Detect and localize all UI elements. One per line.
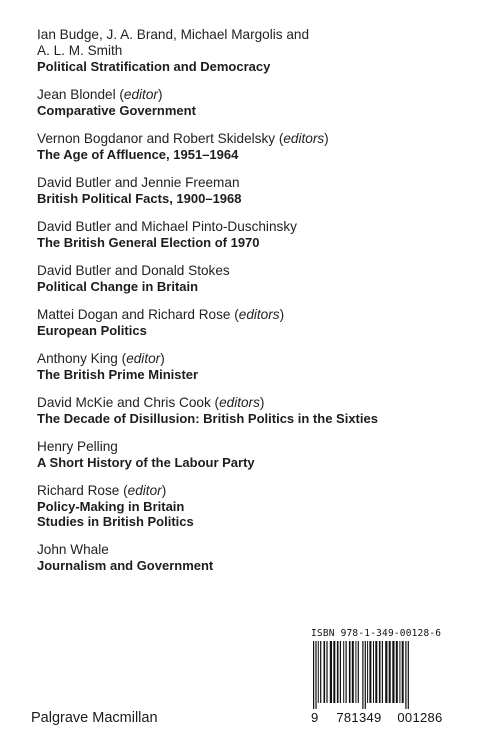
- barcode-group-1: 781349: [336, 710, 382, 725]
- barcode-bar: [405, 641, 406, 709]
- barcode-bar: [396, 641, 398, 703]
- barcode-lead-digit: 9: [311, 710, 319, 725]
- isbn-barcode: [311, 628, 451, 725]
- barcode-bar: [324, 641, 326, 703]
- barcode-bar: [352, 641, 354, 703]
- barcode-bar: [337, 641, 339, 703]
- book-title: Studies in British Politics: [37, 514, 194, 529]
- barcode-bar: [358, 641, 359, 703]
- barcode-bar: [340, 641, 341, 703]
- book-authors: [37, 27, 477, 43]
- book-title: The British General Election of 1970: [37, 235, 260, 250]
- barcode-bar: [385, 641, 387, 703]
- barcode-digits: [311, 710, 451, 725]
- barcode-bar: [343, 641, 344, 703]
- barcode-bar: [355, 641, 356, 703]
- book-authors: [37, 439, 477, 455]
- book-title: Comparative Government: [37, 103, 196, 118]
- barcode-bar: [379, 641, 381, 703]
- author-role: editor: [127, 483, 162, 498]
- book-authors: Jean Blondel (editor): [37, 87, 163, 102]
- author-role: editor: [126, 351, 161, 366]
- barcode-bar: [402, 641, 404, 703]
- book-title: Policy-Making in Britain: [37, 499, 185, 514]
- book-title: The Decade of Disillusion: British Politics in the Sixties: [37, 411, 378, 426]
- book-title: Political Stratification and Democracy: [37, 59, 271, 74]
- book-entry: [37, 439, 477, 470]
- book-entry: [37, 87, 477, 118]
- author-role: editors: [283, 131, 325, 146]
- book-authors: [37, 219, 477, 235]
- barcode-bar: [362, 641, 363, 709]
- author-role: editors: [238, 307, 280, 322]
- book-entry: [37, 27, 477, 74]
- barcode-bar: [408, 641, 409, 709]
- author-names: David McKie and Chris Cook: [37, 395, 211, 410]
- isbn-label: ISBN 978-1-349-00128-6: [311, 628, 442, 639]
- book-authors: [37, 263, 477, 279]
- book-entry: [37, 351, 477, 382]
- barcode-bar: [373, 641, 374, 703]
- barcode-bar: [346, 641, 347, 703]
- author-role: editor: [123, 87, 158, 102]
- author-names: John Whale: [37, 542, 109, 557]
- book-authors: [37, 542, 477, 558]
- barcode-bar: [382, 641, 383, 703]
- barcode-bar: [326, 641, 327, 703]
- barcode-bar: [389, 641, 391, 703]
- barcode-bar: [318, 641, 319, 703]
- barcode-group-2: 001286: [397, 710, 443, 725]
- author-names: David Butler and Michael Pinto-Duschinsky: [37, 219, 297, 234]
- barcode-bar: [375, 641, 377, 703]
- book-entry: [37, 175, 477, 206]
- book-authors: Mattei Dogan and Richard Rose (editors): [37, 307, 285, 322]
- book-entry: [37, 131, 477, 162]
- author-names: Richard Rose: [37, 483, 120, 498]
- barcode-bar: [365, 641, 366, 709]
- barcode-bar: [315, 641, 316, 709]
- barcode-bar: [399, 641, 400, 703]
- author-names: Ian Budge, J. A. Brand, Michael Margolis and: [37, 27, 310, 42]
- barcode-bar: [320, 641, 321, 703]
- book-authors-continued: A. L. M. Smith: [37, 43, 123, 58]
- book-title: The British Prime Minister: [37, 367, 199, 382]
- barcode-bar: [313, 641, 314, 709]
- book-entry: [37, 263, 477, 294]
- author-names: David Butler and Donald Stokes: [37, 263, 230, 278]
- barcode-bar: [367, 641, 368, 703]
- author-names: Henry Pelling: [37, 439, 118, 454]
- book-entry: [37, 542, 477, 573]
- barcode-bar: [369, 641, 371, 703]
- book-title: Political Change in Britain: [37, 279, 199, 294]
- barcode-bar: [349, 641, 351, 703]
- book-entry: [37, 307, 477, 338]
- author-names: David Butler and Jennie Freeman: [37, 175, 240, 190]
- barcode-bar: [333, 641, 335, 703]
- author-names: Jean Blondel: [37, 87, 116, 102]
- barcode-bar: [392, 641, 394, 703]
- book-entry: [37, 395, 477, 426]
- book-entry: [37, 483, 477, 529]
- book-title: European Politics: [37, 323, 147, 338]
- author-names: Vernon Bogdanor and Robert Skidelsky: [37, 131, 276, 146]
- publisher-name: Palgrave Macmillan: [31, 710, 158, 726]
- title-list: [37, 27, 477, 586]
- author-names: Anthony King: [37, 351, 118, 366]
- book-title: Journalism and Government: [37, 558, 214, 573]
- book-authors: [37, 175, 477, 191]
- book-entry: [37, 219, 477, 250]
- book-authors: Vernon Bogdanor and Robert Skidelsky (editors): [37, 131, 329, 146]
- book-authors: Richard Rose (editor): [37, 483, 167, 498]
- book-authors: Anthony King (editor): [37, 351, 165, 366]
- author-role: editors: [219, 395, 260, 410]
- book-title: The Age of Affluence, 1951–1964: [37, 147, 239, 162]
- barcode-bar: [330, 641, 332, 703]
- book-title: British Political Facts, 1900–1968: [37, 191, 242, 206]
- book-authors: David McKie and Chris Cook (editors): [37, 395, 265, 410]
- author-names: Mattei Dogan and Richard Rose: [37, 307, 231, 322]
- barcode-bars: [311, 641, 451, 709]
- book-title: A Short History of the Labour Party: [37, 455, 255, 470]
